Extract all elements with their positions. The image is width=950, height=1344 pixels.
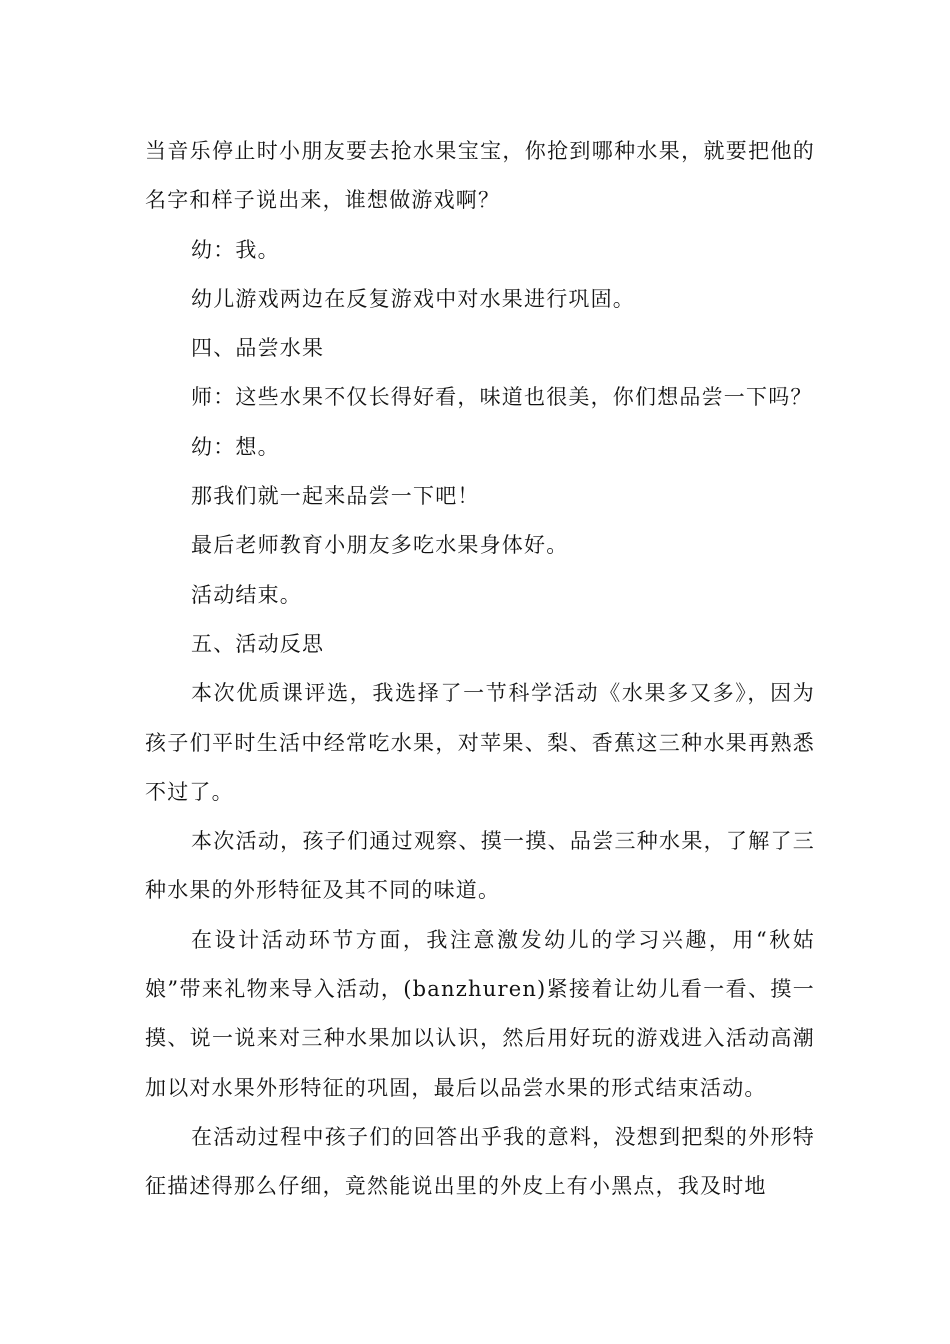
paragraph: 最后老师教育小朋友多吃水果身体好。 <box>191 533 569 558</box>
section-heading-reflection: 五、活动反思 <box>191 631 325 656</box>
paragraph-teacher-line: 师：这些水果不仅长得好看，味道也很美，你们想品尝一下吗？ <box>191 385 813 410</box>
paragraph: 幼儿游戏两边在反复游戏中对水果进行巩固。 <box>191 286 635 311</box>
paragraph-continued: 当音乐停止时小朋友要去抢水果宝宝，你抢到哪种水果，就要把他的名字和样子说出来，谁想做游戏啊？ <box>145 139 815 213</box>
paragraph: 那我们就一起来品尝一下吧！ <box>191 484 480 509</box>
paragraph-child-reply: 幼：我。 <box>191 237 280 262</box>
paragraph: 本次活动，孩子们通过观察、摸一摸、品尝三种水果，了解了三种水果的外形特征及其不同的味道。 <box>145 829 815 903</box>
section-heading-taste-fruit: 四、品尝水果 <box>191 336 325 361</box>
paragraph-child-reply: 幼：想。 <box>191 434 280 459</box>
paragraph: 活动结束。 <box>191 582 302 607</box>
paragraph: 在设计活动环节方面，我注意激发幼儿的学习兴趣，用“秋姑娘”带来礼物来导入活动，(banzhuren)紧接着让幼儿看一看、摸一摸、说一说来对三种水果加以认识，然后用好玩的游戏进入活动高潮加以对水果外形特征的巩固，最后以品尝水果的形式结束活动。 <box>145 927 815 1100</box>
document-body <box>145 127 815 1212</box>
paragraph: 在活动过程中孩子们的回答出乎我的意料，没想到把梨的外形特征描述得那么仔细，竟然能说出里的外皮上有小黑点，我及时地 <box>145 1124 815 1199</box>
paragraph: 本次优质课评选，我选择了一节科学活动《水果多又多》，因为孩子们平时生活中经常吃水果，对苹果、梨、香蕉这三种水果再熟悉不过了。 <box>145 681 815 804</box>
